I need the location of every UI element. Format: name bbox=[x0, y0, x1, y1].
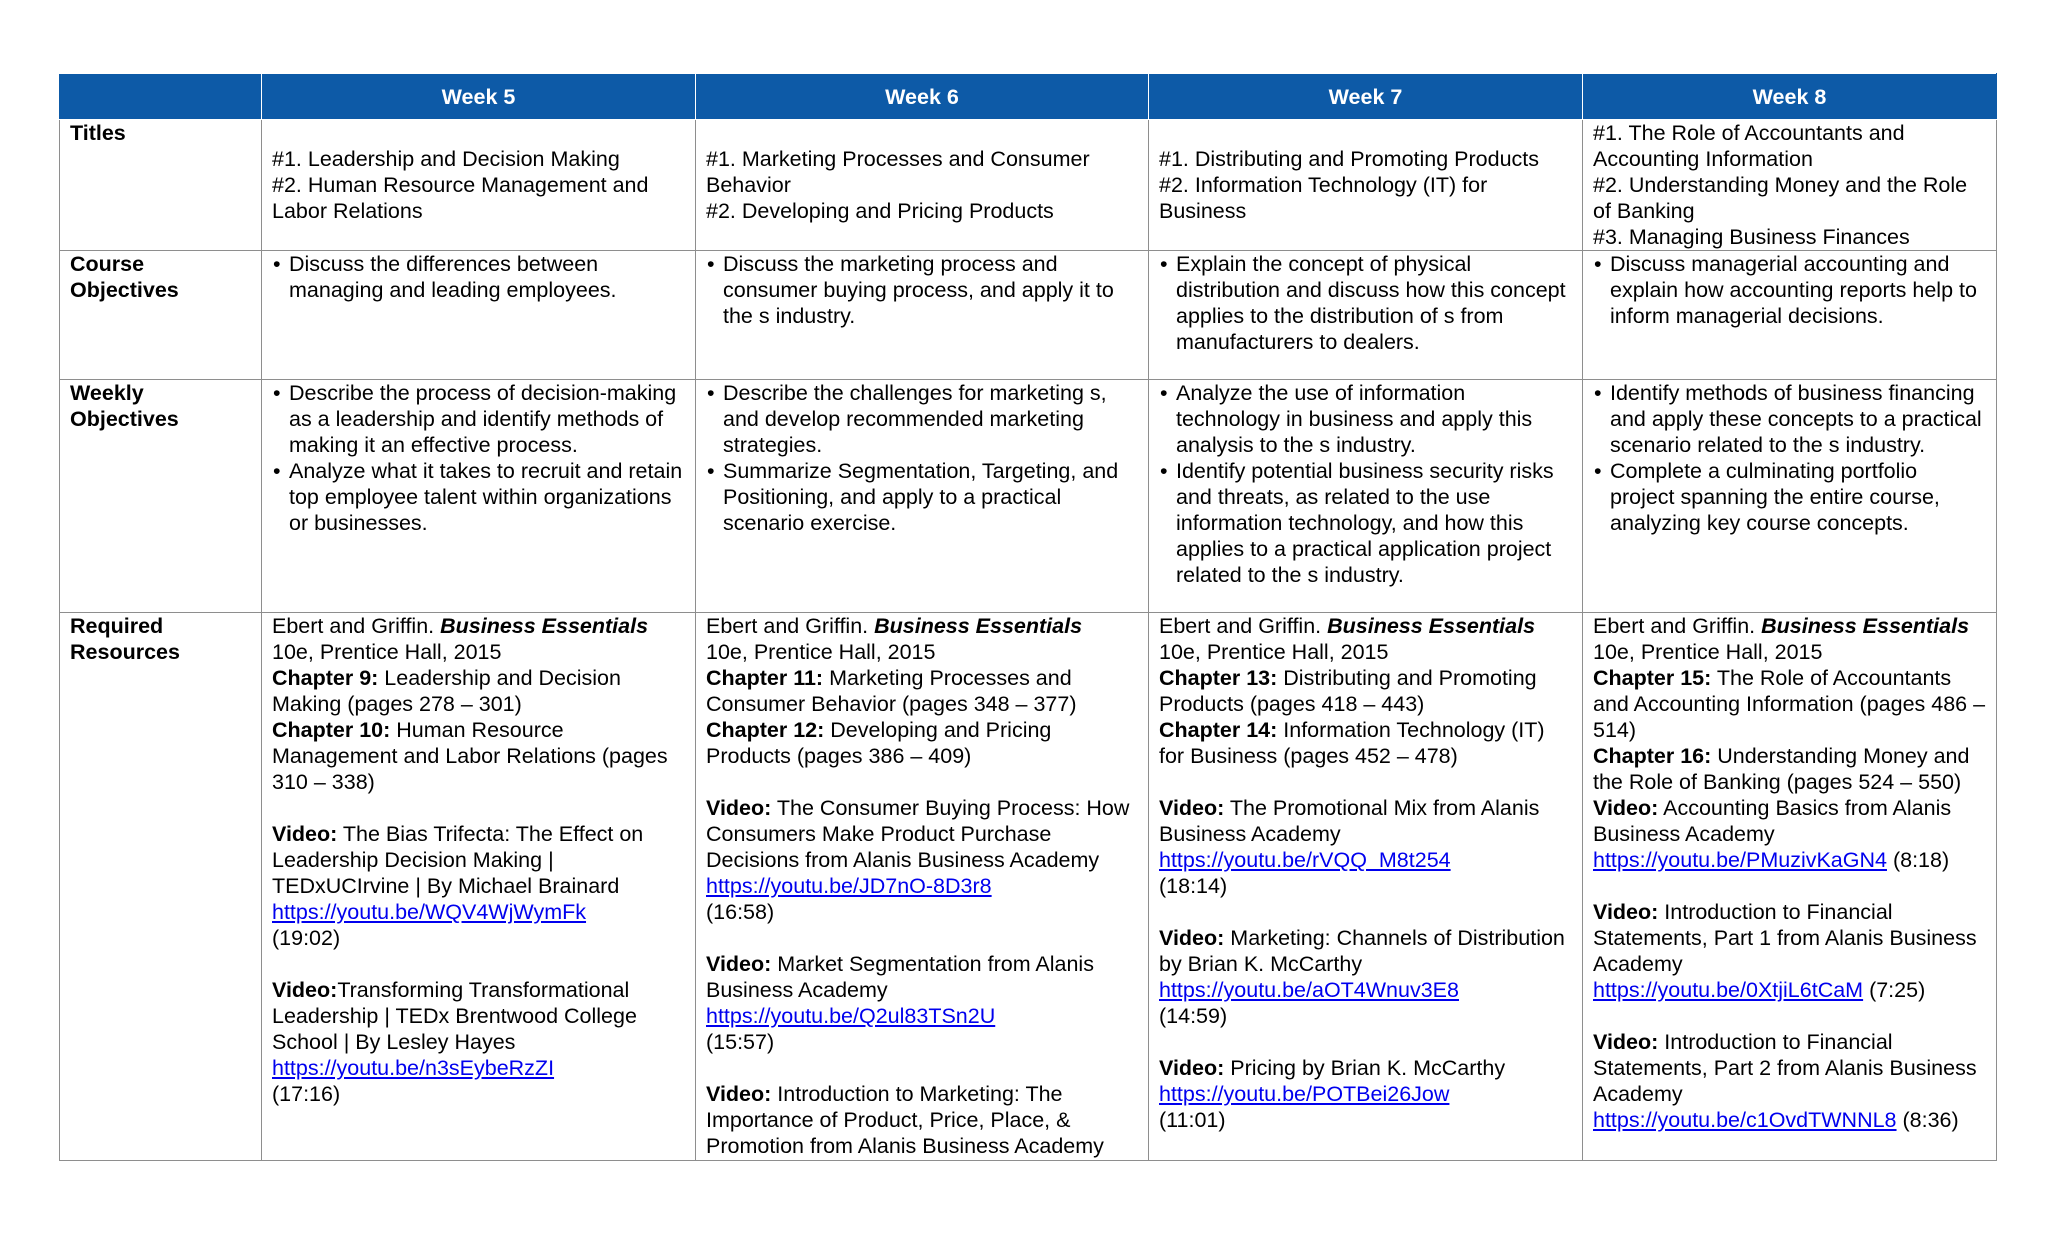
syllabus-table bbox=[59, 73, 1997, 1161]
weekly-objectives-week-7 bbox=[1149, 380, 1583, 613]
list-item bbox=[272, 380, 685, 458]
video-link-line bbox=[1159, 1081, 1572, 1107]
book-edition: 10e, Prentice Hall, 2015 bbox=[1159, 640, 1389, 664]
list-item bbox=[1593, 458, 1986, 536]
row-label-line: Required bbox=[70, 614, 164, 638]
list-item bbox=[706, 251, 1138, 329]
chapter-text: Distributing and Promoting Products (pages 418 – 443) bbox=[1159, 666, 1537, 716]
video-title: Introduction to Financial Statements, Part 2 from Alanis Business Academy bbox=[1593, 1030, 1977, 1106]
video-duration: (19:02) bbox=[272, 926, 341, 950]
list-item bbox=[1593, 380, 1986, 458]
chapter-reading bbox=[706, 717, 1138, 769]
video-duration: (8:18) bbox=[1886, 848, 1950, 872]
objective-text: Describe the process of decision-making as a leadership and identify methods of making it an effective process. bbox=[289, 381, 677, 457]
chapter-text: Understanding Money and the Role of Banking (pages 524 – 550) bbox=[1593, 744, 1970, 794]
objective-list bbox=[272, 380, 685, 536]
weekly-objectives-label bbox=[60, 380, 262, 613]
objective-list bbox=[1593, 380, 1986, 536]
objective-text: Summarize Segmentation, Targeting, and Positioning, and apply to a practical scenario exercise. bbox=[723, 459, 1119, 535]
objective-list bbox=[272, 251, 685, 303]
list-item bbox=[272, 251, 685, 303]
video-link[interactable]: https://youtu.be/aOT4Wnuv3E8 bbox=[1159, 978, 1459, 1002]
titles-week-6 bbox=[696, 120, 1149, 251]
video-link[interactable]: https://youtu.be/0XtjiL6tCaM bbox=[1593, 978, 1864, 1002]
list-item bbox=[706, 380, 1138, 458]
video-entry bbox=[1593, 795, 1986, 847]
titles-row bbox=[60, 120, 1997, 251]
book-edition: 10e, Prentice Hall, 2015 bbox=[272, 640, 502, 664]
bullet-icon: • bbox=[273, 252, 281, 276]
spacer bbox=[1159, 769, 1572, 795]
spacer bbox=[272, 795, 685, 821]
title-line: #1. Leadership and Decision Making bbox=[272, 147, 620, 171]
bullet-icon: • bbox=[1594, 381, 1602, 405]
chapter-text: Developing and Pricing Products (pages 386 – 409) bbox=[706, 718, 1052, 768]
spacer bbox=[706, 769, 1138, 795]
titles-week-8 bbox=[1583, 120, 1997, 251]
titles-label bbox=[60, 120, 262, 251]
chapter-label: Chapter 10: bbox=[272, 718, 391, 742]
chapter-label: Chapter 9: bbox=[272, 666, 379, 690]
header-week-8: Week 8 bbox=[1583, 74, 1997, 120]
bullet-icon: • bbox=[1160, 459, 1168, 483]
video-entry bbox=[1159, 1055, 1572, 1081]
video-entry bbox=[1159, 795, 1572, 847]
chapter-text: Human Resource Management and Labor Relations (pages 310 – 338) bbox=[272, 718, 668, 794]
header-corner bbox=[60, 74, 262, 120]
video-entry bbox=[706, 951, 1138, 1003]
list-item bbox=[706, 458, 1138, 536]
video-title: The Promotional Mix from Alanis Business Academy bbox=[1159, 796, 1540, 846]
video-title: The Bias Trifecta: The Effect on Leadership Decision Making | TEDxUCIrvine | By Michael Brainard bbox=[272, 822, 644, 898]
weekly-objectives-week-6 bbox=[696, 380, 1149, 613]
weekly-objectives-week-8 bbox=[1583, 380, 1997, 613]
row-label-line: Objectives bbox=[70, 278, 179, 302]
objective-text: Identify potential business security risks and threats, as related to the use information technology, and how this applies to a practical application project related to the s industry. bbox=[1176, 459, 1554, 587]
title-line: #2. Understanding Money and the Role bbox=[1593, 173, 1968, 197]
resources-week-7 bbox=[1149, 613, 1583, 1161]
row-label-line: Resources bbox=[70, 640, 180, 664]
title-line: #3. Managing Business Finances bbox=[1593, 225, 1910, 249]
textbook-citation bbox=[706, 613, 1138, 639]
course-objectives-week-6 bbox=[696, 251, 1149, 380]
video-link-line bbox=[1159, 977, 1572, 1003]
title-line: Business bbox=[1159, 199, 1247, 223]
video-title: Transforming Transformational Leadership | TEDx Brentwood College School | By Lesley Hayes bbox=[272, 978, 637, 1054]
resources-row bbox=[60, 613, 1997, 1161]
video-link-line bbox=[1593, 977, 1986, 1003]
video-link-line bbox=[272, 1055, 685, 1081]
resources-label bbox=[60, 613, 262, 1161]
objective-text: Describe the challenges for marketing s, and develop recommended marketing strategies. bbox=[723, 381, 1107, 457]
spacer bbox=[1593, 1003, 1986, 1029]
bullet-icon: • bbox=[707, 459, 715, 483]
book-title: Business Essentials bbox=[1327, 614, 1536, 638]
video-title: Accounting Basics from Alanis Business Academy bbox=[1593, 796, 1952, 846]
video-entry bbox=[706, 795, 1138, 873]
video-duration: (14:59) bbox=[1159, 1004, 1228, 1028]
book-title: Business Essentials bbox=[874, 614, 1083, 638]
chapter-text: The Role of Accountants and Accounting Information (pages 486 – 514) bbox=[1593, 666, 1986, 742]
chapter-label: Chapter 15: bbox=[1593, 666, 1712, 690]
video-entry bbox=[272, 977, 685, 1055]
spacer bbox=[272, 951, 685, 977]
chapter-reading bbox=[1159, 665, 1572, 717]
video-entry bbox=[272, 821, 685, 899]
objective-text: Analyze what it takes to recruit and retain top employee talent within organizations or businesses. bbox=[289, 459, 683, 535]
chapter-text: Marketing Processes and Consumer Behavior (pages 348 – 377) bbox=[706, 666, 1077, 716]
textbook-citation bbox=[1159, 613, 1572, 639]
video-link[interactable]: https://youtu.be/c1OvdTWNNL8 bbox=[1593, 1108, 1897, 1132]
video-label: Video: bbox=[1159, 926, 1225, 950]
video-label: Video: bbox=[1593, 796, 1659, 820]
header-week-7: Week 7 bbox=[1149, 74, 1583, 120]
course-objectives-week-7 bbox=[1149, 251, 1583, 380]
spacer bbox=[1159, 899, 1572, 925]
titles-week-7 bbox=[1149, 120, 1583, 251]
bullet-icon: • bbox=[273, 459, 281, 483]
chapter-reading bbox=[1593, 665, 1986, 743]
chapter-text: Information Technology (IT) for Business (pages 452 – 478) bbox=[1159, 718, 1545, 768]
title-line: #1. Distributing and Promoting Products bbox=[1159, 147, 1540, 171]
video-label: Video: bbox=[706, 1082, 772, 1106]
chapter-label: Chapter 11: bbox=[706, 666, 824, 690]
spacer bbox=[706, 1055, 1138, 1081]
chapter-text: Leadership and Decision Making (pages 278 – 301) bbox=[272, 666, 621, 716]
course-objectives-week-5 bbox=[262, 251, 696, 380]
chapter-label: Chapter 16: bbox=[1593, 744, 1712, 768]
bullet-icon: • bbox=[1160, 381, 1168, 405]
video-duration: (17:16) bbox=[272, 1082, 341, 1106]
course-objectives-row bbox=[60, 251, 1997, 380]
video-duration: (16:58) bbox=[706, 900, 775, 924]
chapter-reading bbox=[706, 665, 1138, 717]
bullet-icon: • bbox=[1594, 459, 1602, 483]
list-item bbox=[272, 458, 685, 536]
video-link[interactable]: https://youtu.be/n3sEybeRzZI bbox=[272, 1056, 555, 1080]
textbook-citation bbox=[272, 613, 685, 639]
objective-text: Explain the concept of physical distribution and discuss how this concept applies to the distribution of s from manufacturers to dealers. bbox=[1176, 252, 1566, 354]
title-line: #1. Marketing Processes and Consumer bbox=[706, 147, 1090, 171]
book-title: Business Essentials bbox=[1761, 614, 1970, 638]
video-duration: (7:25) bbox=[1863, 978, 1926, 1002]
title-line: #2. Information Technology (IT) for bbox=[1159, 173, 1488, 197]
chapter-label: Chapter 12: bbox=[706, 718, 825, 742]
header-week-5: Week 5 bbox=[262, 74, 696, 120]
video-title: The Consumer Buying Process: How Consumers Make Product Purchase Decisions from Alanis Business Academy bbox=[706, 796, 1130, 872]
title-line: Accounting Information bbox=[1593, 147, 1813, 171]
video-label: Video: bbox=[1593, 1030, 1659, 1054]
objective-text: Discuss the marketing process and consumer buying process, and apply it to the s industry. bbox=[723, 252, 1114, 328]
video-link[interactable]: https://youtu.be/Q2ul83TSn2U bbox=[706, 1004, 996, 1028]
row-label-line: Objectives bbox=[70, 407, 179, 431]
video-duration: (11:01) bbox=[1159, 1108, 1226, 1132]
book-authors: Ebert and Griffin. bbox=[1593, 614, 1762, 638]
course-objectives-label bbox=[60, 251, 262, 380]
title-line: Behavior bbox=[706, 173, 791, 197]
video-link-line bbox=[1593, 847, 1986, 873]
objective-list bbox=[1159, 251, 1572, 355]
video-label: Video: bbox=[1159, 1056, 1225, 1080]
video-entry bbox=[706, 1081, 1138, 1159]
objective-text: Identify methods of business financing and apply these concepts to a practical scenario related to the s industry. bbox=[1610, 381, 1982, 457]
video-title: Marketing: Channels of Distribution by Brian K. McCarthy bbox=[1159, 926, 1565, 976]
row-label-line: Weekly bbox=[70, 381, 144, 405]
header-row bbox=[60, 74, 1997, 120]
video-label: Video: bbox=[706, 952, 772, 976]
video-title: Market Segmentation from Alanis Business Academy bbox=[706, 952, 1094, 1002]
video-label: Video: bbox=[706, 796, 772, 820]
objective-text: Analyze the use of information technology in business and apply this analysis to the s industry. bbox=[1176, 381, 1533, 457]
video-title: Pricing by Brian K. McCarthy bbox=[1224, 1056, 1506, 1080]
row-label-line: Course bbox=[70, 252, 145, 276]
video-link-line bbox=[706, 873, 1138, 899]
chapter-reading bbox=[1159, 717, 1572, 769]
title-line: #2. Developing and Pricing Products bbox=[706, 199, 1054, 223]
book-edition: 10e, Prentice Hall, 2015 bbox=[1593, 640, 1823, 664]
video-duration: (15:57) bbox=[706, 1030, 775, 1054]
objective-list bbox=[1159, 380, 1572, 588]
video-label: Video: bbox=[272, 978, 338, 1002]
objective-list bbox=[1593, 251, 1986, 329]
objective-text: Discuss managerial accounting and explain how accounting reports help to inform managerial decisions. bbox=[1610, 252, 1977, 328]
title-line: #1. The Role of Accountants and bbox=[1593, 121, 1905, 145]
titles-label-text: Titles bbox=[70, 121, 126, 145]
textbook-citation bbox=[1593, 613, 1986, 639]
book-authors: Ebert and Griffin. bbox=[706, 614, 875, 638]
video-duration: (8:36) bbox=[1896, 1108, 1959, 1132]
title-line: #2. Human Resource Management and bbox=[272, 173, 649, 197]
video-label: Video: bbox=[272, 822, 338, 846]
bullet-icon: • bbox=[1594, 252, 1602, 276]
resources-week-5 bbox=[262, 613, 696, 1161]
video-link-line bbox=[706, 1003, 1138, 1029]
chapter-reading bbox=[1593, 743, 1986, 795]
titles-week-5 bbox=[262, 120, 696, 251]
video-link[interactable]: https://youtu.be/POTBei26Jow bbox=[1159, 1082, 1450, 1106]
video-duration: (18:14) bbox=[1159, 874, 1228, 898]
objective-list bbox=[706, 380, 1138, 536]
chapter-reading bbox=[272, 665, 685, 717]
book-edition: 10e, Prentice Hall, 2015 bbox=[706, 640, 936, 664]
weekly-objectives-row bbox=[60, 380, 1997, 613]
title-line: of Banking bbox=[1593, 199, 1695, 223]
video-link[interactable]: https://youtu.be/WQV4WjWymFk bbox=[272, 900, 587, 924]
objective-list bbox=[706, 251, 1138, 329]
resources-week-8 bbox=[1583, 613, 1997, 1161]
video-label: Video: bbox=[1159, 796, 1225, 820]
bullet-icon: • bbox=[273, 381, 281, 405]
spacer bbox=[706, 925, 1138, 951]
video-title: Introduction to Financial Statements, Part 1 from Alanis Business Academy bbox=[1593, 900, 1977, 976]
bullet-icon: • bbox=[707, 381, 715, 405]
video-entry bbox=[1593, 899, 1986, 977]
objective-text: Complete a culminating portfolio project spanning the entire course, analyzing key course concepts. bbox=[1610, 459, 1940, 535]
chapter-reading bbox=[272, 717, 685, 795]
video-link-line bbox=[1593, 1107, 1986, 1133]
video-link-line bbox=[272, 899, 685, 925]
list-item bbox=[1593, 251, 1986, 329]
spacer bbox=[1593, 873, 1986, 899]
video-link-line bbox=[1159, 847, 1572, 873]
spacer bbox=[1159, 1029, 1572, 1055]
video-entry bbox=[1159, 925, 1572, 977]
list-item bbox=[1159, 458, 1572, 588]
weekly-objectives-week-5 bbox=[262, 380, 696, 613]
chapter-label: Chapter 13: bbox=[1159, 666, 1278, 690]
bullet-icon: • bbox=[1160, 252, 1168, 276]
video-link[interactable]: https://youtu.be/PMuzivKaGN4 bbox=[1593, 848, 1887, 872]
book-authors: Ebert and Griffin. bbox=[1159, 614, 1328, 638]
bullet-icon: • bbox=[707, 252, 715, 276]
video-entry bbox=[1593, 1029, 1986, 1107]
video-link[interactable]: https://youtu.be/rVQQ_M8t254 bbox=[1159, 848, 1451, 872]
book-authors: Ebert and Griffin. bbox=[272, 614, 441, 638]
video-label: Video: bbox=[1593, 900, 1659, 924]
list-item bbox=[1159, 380, 1572, 458]
video-link[interactable]: https://youtu.be/JD7nO-8D3r8 bbox=[706, 874, 992, 898]
course-objectives-week-8 bbox=[1583, 251, 1997, 380]
video-title: Introduction to Marketing: The Importance of Product, Price, Place, & Promotion from Alanis Business Academy bbox=[706, 1082, 1104, 1158]
list-item bbox=[1159, 251, 1572, 355]
header-week-6: Week 6 bbox=[696, 74, 1149, 120]
book-title: Business Essentials bbox=[440, 614, 649, 638]
objective-text: Discuss the differences between managing and leading employees. bbox=[289, 252, 617, 302]
chapter-label: Chapter 14: bbox=[1159, 718, 1278, 742]
title-line: Labor Relations bbox=[272, 199, 423, 223]
resources-week-6 bbox=[696, 613, 1149, 1161]
